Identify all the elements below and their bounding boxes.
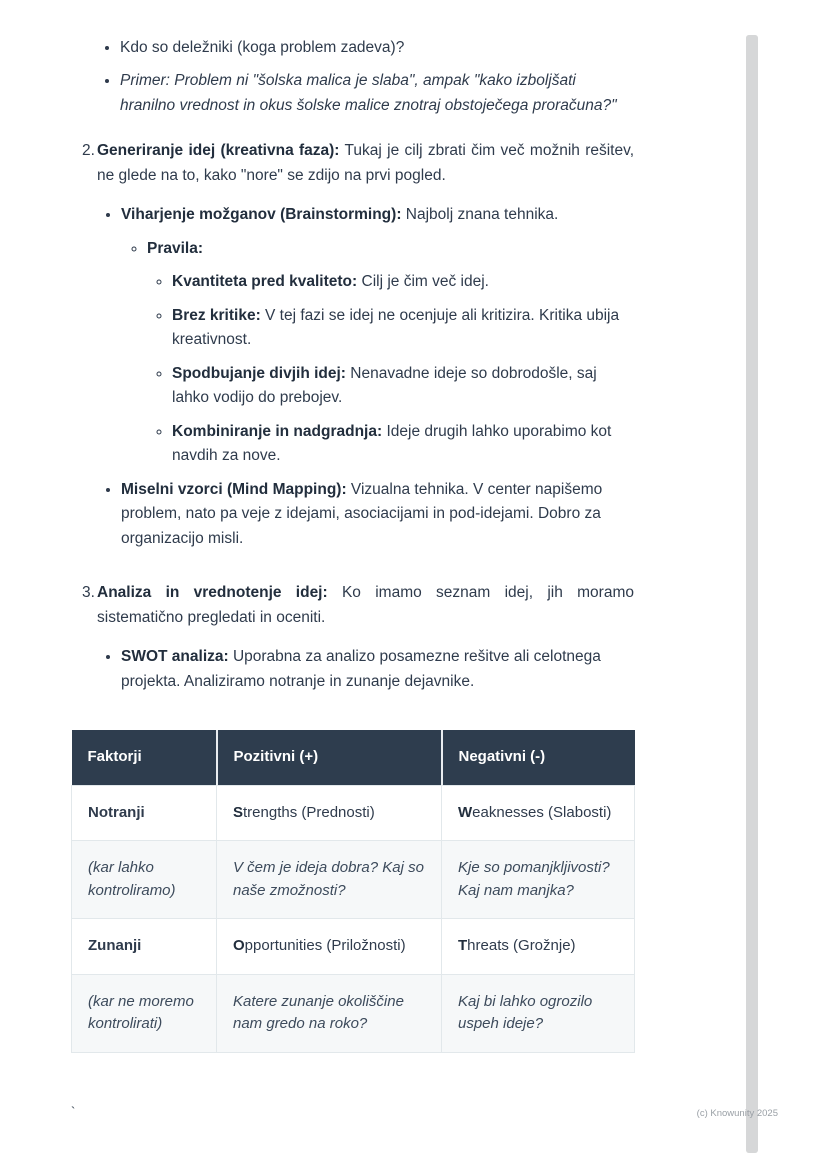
rule-lead: Kvantiteta pred kvaliteto: [172, 273, 358, 291]
cell-internal: Notranji [72, 785, 217, 841]
rule-text: Ideje drugih lahko uporabimo kot navdih za nove. [172, 422, 612, 465]
table-row [72, 919, 635, 975]
list-item [120, 36, 634, 60]
idea-techniques-list [97, 203, 634, 551]
cell-external-note: (kar ne moremo kontrolirati) [72, 974, 217, 1052]
rule-lead: Kombiniranje in nadgradnja: [172, 422, 383, 440]
list-item-text: Primer: Problem ni "šolska malica je slaba", ampak "kako izboljšati hranilno vrednost in okus šolske malice znotraj obstoječega proračuna?" [120, 72, 617, 114]
header-cell-factors: Faktorji [72, 730, 217, 785]
paragraph-text: Ko imamo seznam idej, jih moramo sistematično pregledati in oceniti. [97, 584, 634, 626]
paragraph [147, 237, 634, 261]
swot-table-header [72, 730, 635, 785]
cell-strengths [217, 785, 442, 841]
footer-credit: (c) Knowunity 2025 [696, 1108, 778, 1119]
paragraph [121, 203, 634, 227]
analysis-list [97, 645, 634, 694]
document-content [82, 36, 634, 1053]
cell-lead-letter: W [458, 803, 473, 821]
list-item-brainstorming [121, 203, 634, 468]
swot-table [71, 730, 635, 1053]
cell-internal-note: (kar lahko kontroliramo) [72, 841, 217, 919]
paragraph [121, 645, 634, 694]
rule-text: Cilj je čim več idej. [357, 273, 489, 291]
rule-lead: Brez kritike: [172, 306, 261, 324]
scrollbar-track[interactable] [746, 35, 758, 1153]
cell-text: pportunities (Priložnosti) [244, 937, 406, 955]
cell-text: hreats (Grožnje) [467, 937, 576, 955]
list-item-example [120, 69, 634, 118]
cell-weaknesses-question: Kje so pomanjkljivosti? Kaj nam manjka? [442, 841, 635, 919]
stray-backtick: ` [71, 1104, 76, 1119]
paragraph-lead: Generiranje idej (kreativna faza): [97, 142, 340, 160]
list-item-text: Kdo so deležniki (koga problem zadeva)? [120, 39, 405, 56]
paragraph-lead: Miselni vzorci (Mind Mapping): [121, 480, 347, 498]
table-row [72, 841, 635, 919]
paragraph [172, 362, 634, 411]
item-number: 3. [82, 584, 95, 602]
cell-opportunities-question: Katere zunanje okoliščine nam gredo na roko? [217, 974, 442, 1052]
rule-item [172, 362, 634, 411]
rule-text: Nenavadne ideje so dobrodošle, saj lahko vodijo do prebojev. [172, 364, 597, 407]
cell-weaknesses [442, 785, 635, 841]
rule-item [172, 420, 634, 469]
header-cell-positive: Pozitivni (+) [217, 730, 442, 785]
list-item-mindmapping [121, 478, 634, 551]
paragraph [97, 581, 634, 630]
rule-item [172, 270, 634, 294]
cell-opportunities [217, 919, 442, 975]
rules-label: Pravila: [147, 239, 204, 257]
item-body [97, 581, 634, 703]
paragraph-text: Tukaj je cilj zbrati čim več možnih rešitev, ne glede na to, kako "nore" se zdijo na prvi pogled. [97, 142, 635, 184]
paragraph-lead: SWOT analiza: [121, 648, 229, 666]
rule-text: V tej fazi se idej ne ocenjuje ali kritizira. Kritika ubija kreativnost. [172, 306, 620, 349]
rules-list [147, 270, 634, 468]
stakeholder-list [82, 36, 634, 118]
cell-text: trengths (Prednosti) [243, 803, 375, 821]
paragraph-text: Uporabna za analizo posamezne rešitve ali celotnega projekta. Analiziramo notranje in zunanje dejavnike. [121, 648, 601, 690]
cell-text: eaknesses (Slabosti) [472, 803, 612, 821]
item-body [97, 139, 634, 560]
brainstorming-sublist [121, 237, 634, 469]
list-item-rules [147, 237, 634, 469]
cell-strengths-question: V čem je ideja dobra? Kaj so naše zmožnosti? [217, 841, 442, 919]
rule-lead: Spodbujanje divjih idej: [172, 364, 346, 382]
list-item-swot [121, 645, 634, 694]
cell-external: Zunanji [72, 919, 217, 975]
paragraph-lead: Viharjenje možganov (Brainstorming): [121, 206, 402, 224]
cell-threats-question: Kaj bi lahko ogrozilo uspeh ideje? [442, 974, 635, 1052]
paragraph [172, 420, 634, 469]
numbered-item-2 [82, 139, 634, 560]
table-row [72, 974, 635, 1052]
paragraph [121, 478, 634, 551]
rule-item [172, 304, 634, 353]
cell-lead-letter: S [233, 803, 244, 821]
table-row [72, 785, 635, 841]
paragraph [97, 139, 634, 188]
paragraph-text: Vizualna tehnika. V center napišemo problem, nato pa veje z idejami, asociacijami in pod-idejami. Dobro za organizacijo misli. [121, 480, 603, 547]
paragraph [172, 304, 634, 353]
table-header-row [72, 730, 635, 785]
paragraph [172, 270, 634, 294]
cell-lead-letter: O [233, 937, 245, 955]
scrollbar-thumb[interactable] [746, 35, 758, 1153]
header-cell-negative: Negativni (-) [442, 730, 635, 785]
paragraph-lead: Analiza in vrednotenje idej: [97, 584, 328, 602]
swot-table-body [72, 785, 635, 1052]
cell-lead-letter: T [458, 937, 468, 955]
numbered-item-3 [82, 581, 634, 703]
item-number: 2. [82, 142, 95, 160]
cell-threats [442, 919, 635, 975]
paragraph-text: Najbolj znana tehnika. [401, 206, 559, 224]
